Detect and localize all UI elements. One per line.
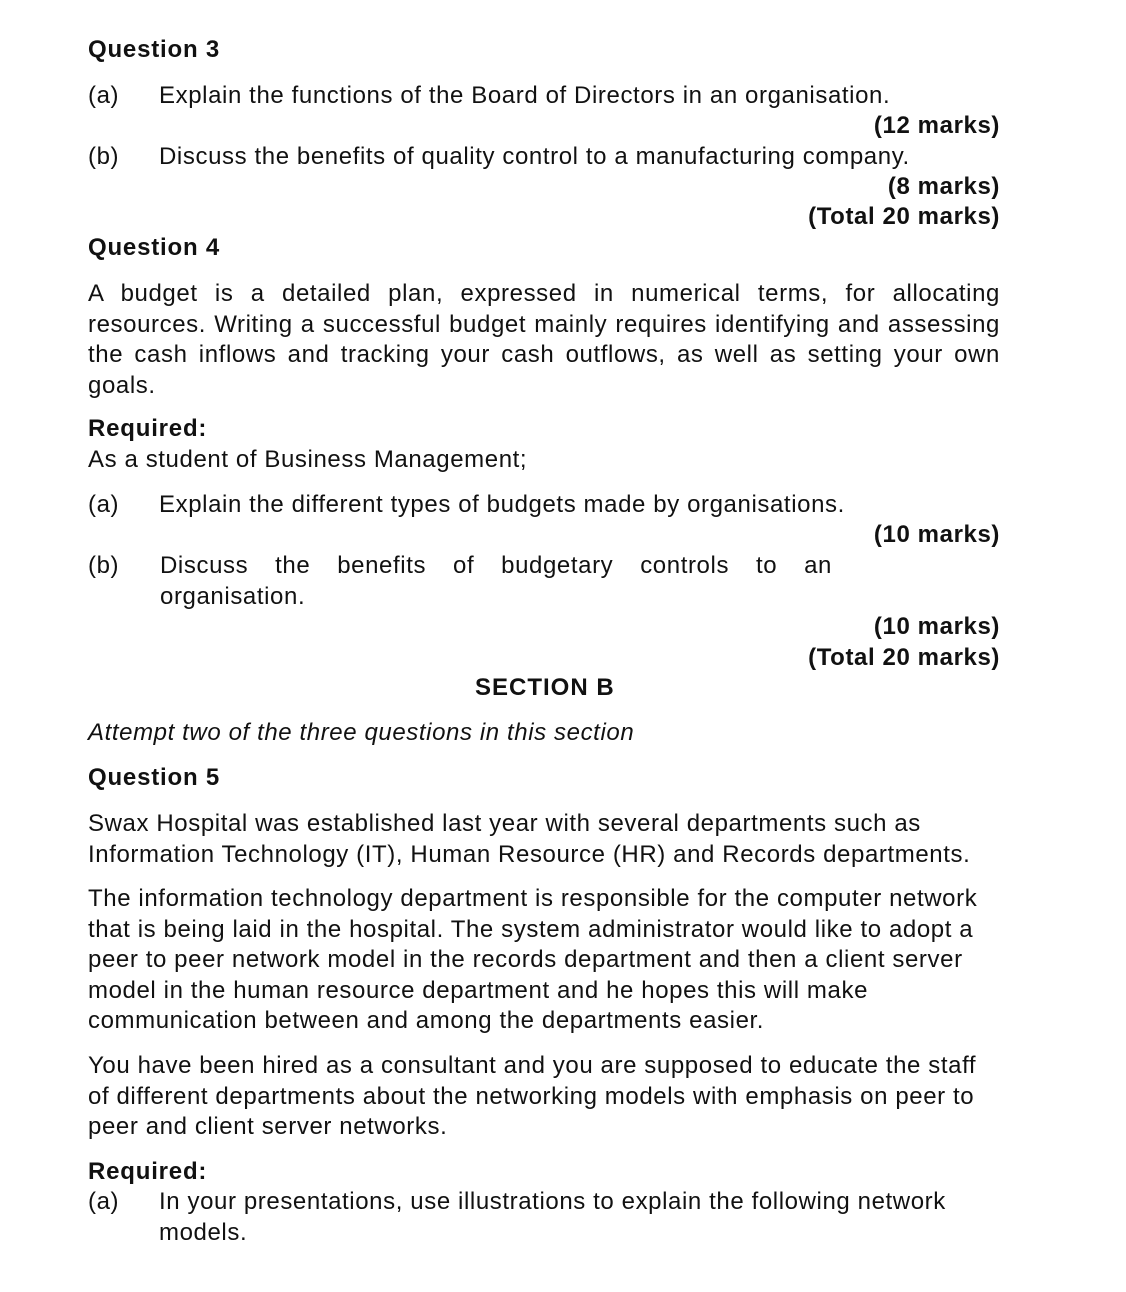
q4-intro-paragraph: A budget is a detailed plan, expressed in numerical terms, for allocating resources. Writing a successful budget mainly requires identifying and assessing the cash inflows and tracking your cash outflows, as well as setting your own goals. [88,280,1000,399]
question-3-title: Question 3 [88,36,221,63]
section-b-instruction: Attempt two of the three questions in this section [88,719,635,746]
q4-part-a-label: (a) [88,491,120,518]
q5-required-heading: Required: [88,1158,208,1185]
q5-paragraph-2: The information technology department is responsible for the computer network that is being laid in the hospital. The system administrator would like to adopt a peer to peer network model in the records department and then a client server model in the human resource department and he hopes this will make communication between and among the departments easier. [88,885,978,1034]
q3-part-a-label: (a) [88,82,120,109]
q4-part-a-text: Explain the different types of budgets made by organisations. [159,491,845,518]
question-4-title: Question 4 [88,234,221,261]
q4-part-b-text-line1: Discuss the benefits of budgetary controls to an [160,552,832,579]
q4-context-line: As a student of Business Management; [88,446,528,473]
q3-part-b-text: Discuss the benefits of quality control to a manufacturing company. [159,143,910,170]
q3-part-b-marks: (8 marks) [887,173,1000,200]
q5-part-a-text-line1: In your presentations, use illustrations to explain the following network [159,1188,946,1215]
q5-paragraph-1: Swax Hospital was established last year with several departments such as Information Technology (IT), Human Resource (HR) and Records departments. [88,810,971,868]
q3-part-a-marks: (12 marks) [873,112,1000,139]
q3-total-marks: (Total 20 marks) [808,203,1000,230]
q4-part-a-marks: (10 marks) [873,521,1000,548]
q4-part-b-label: (b) [88,552,120,579]
q4-part-b-marks: (10 marks) [873,613,1000,640]
q5-part-a-label: (a) [88,1188,120,1215]
q3-part-b-label: (b) [88,143,120,170]
section-b-title: SECTION B [475,674,615,701]
q4-required-heading: Required: [88,415,208,442]
q3-part-a-text: Explain the functions of the Board of Directors in an organisation. [159,82,891,109]
question-5-title: Question 5 [88,764,221,791]
q5-part-a-text-line2: models. [159,1219,248,1246]
q5-paragraph-3: You have been hired as a consultant and you are supposed to educate the staff of different departments about the networking models with emphasis on peer to peer and client server networks. [88,1052,977,1140]
q4-total-marks: (Total 20 marks) [808,644,1000,671]
q4-part-b-text-line2: organisation. [160,583,306,610]
